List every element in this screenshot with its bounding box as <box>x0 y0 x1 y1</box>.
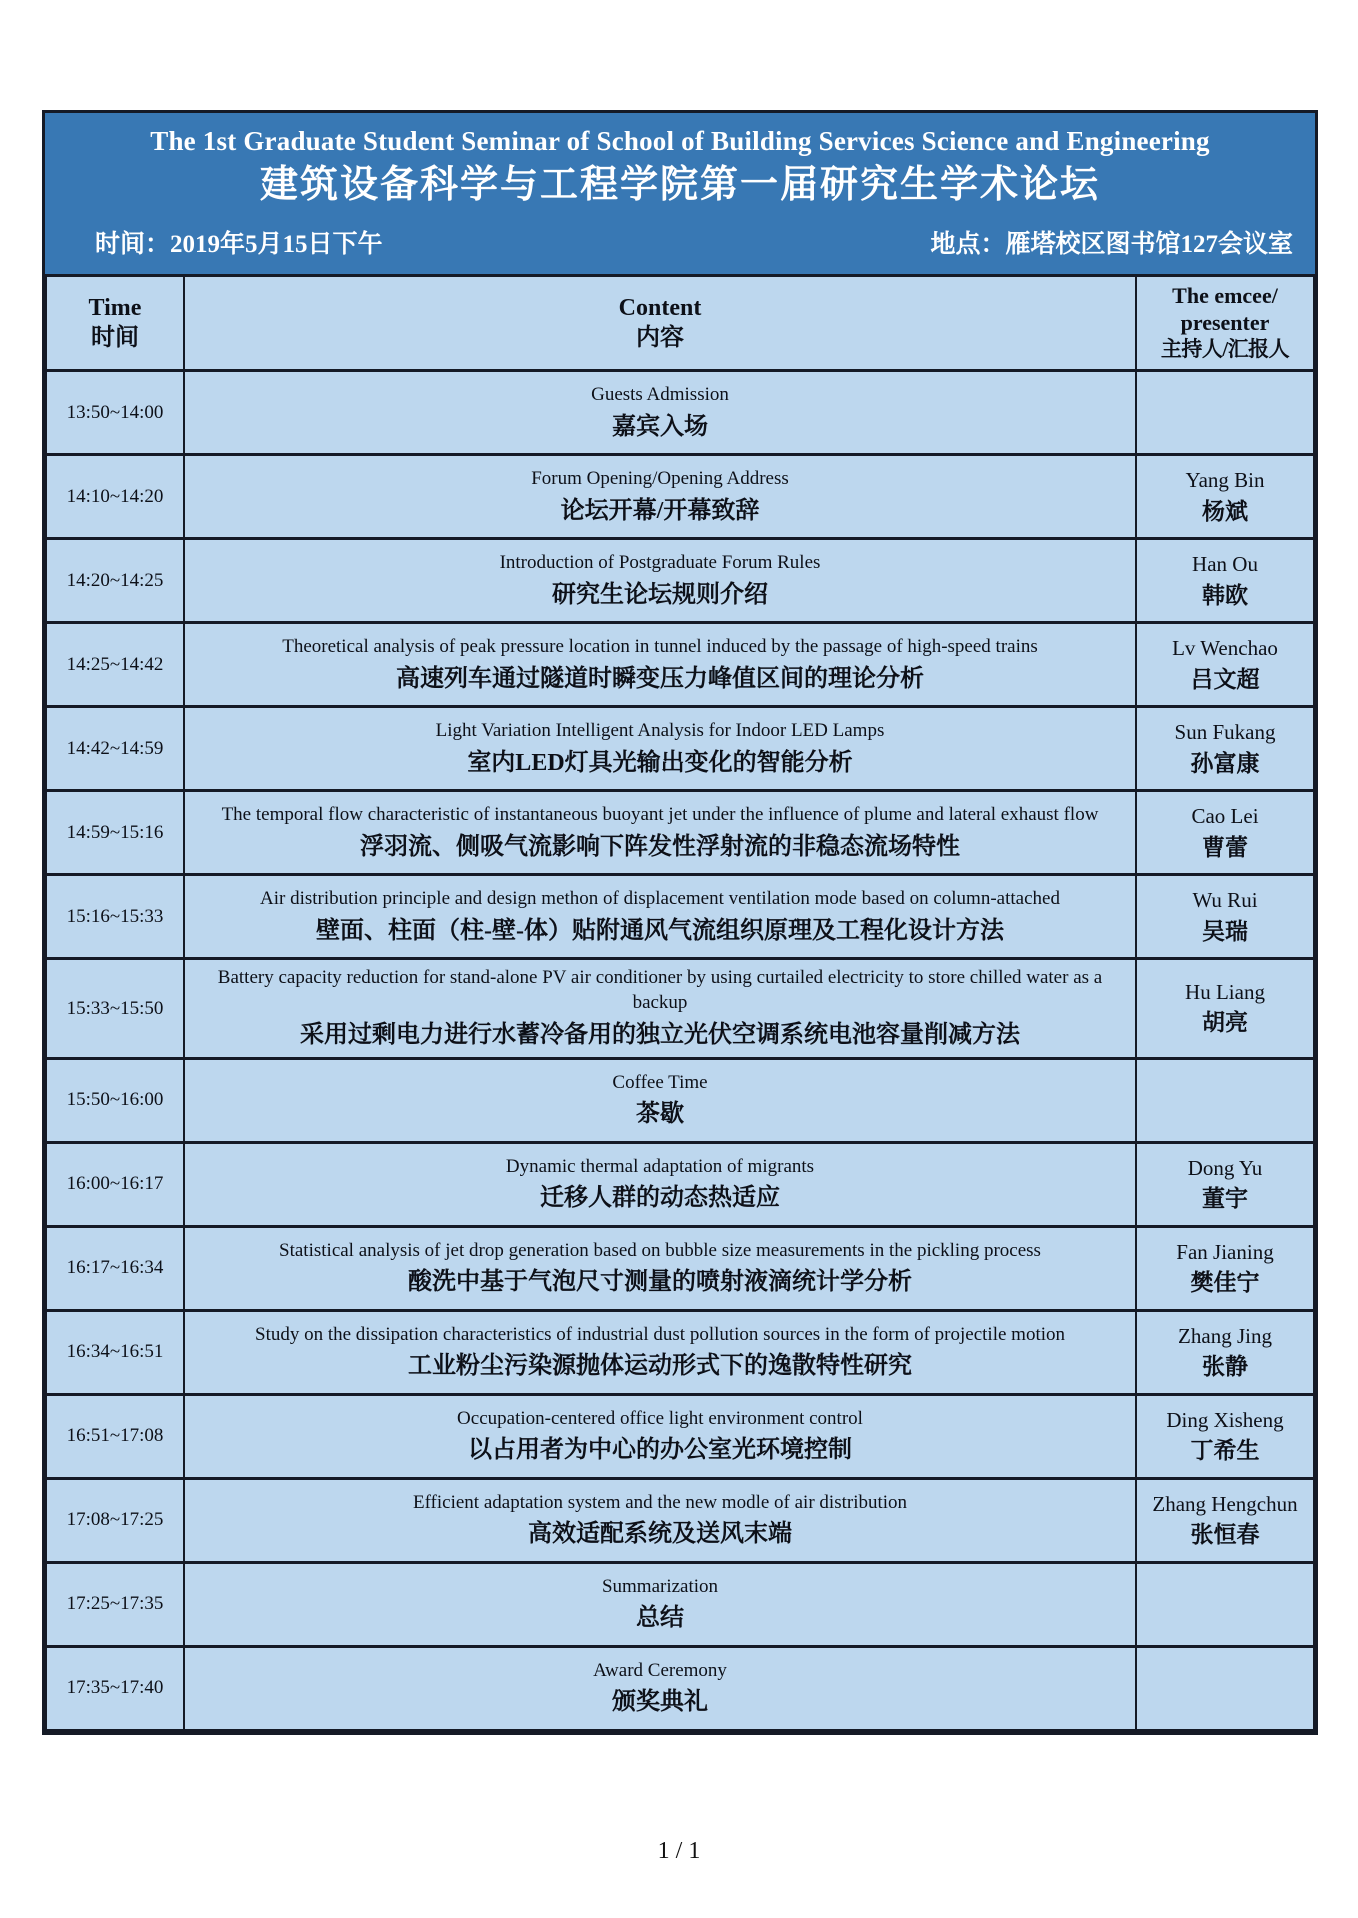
content-chinese: 迁移人群的动态热适应 <box>540 1185 780 1212</box>
content-cell <box>184 1646 1136 1730</box>
time-range: 16:51~17:08 <box>66 1425 164 1447</box>
content-english: Guests Admission <box>591 383 729 405</box>
table-row <box>46 791 1314 875</box>
content-header-english: Content <box>618 294 702 321</box>
presenter-english: Hu Liang <box>1185 980 1265 1005</box>
schedule-table <box>45 274 1315 1732</box>
presenter-header-line3: 主持人/汇报人 <box>1160 337 1290 362</box>
content-english: Battery capacity reduction for stand-alone PV air conditioner by using curtailed electricity to store chilled water as a backup <box>217 967 1103 1014</box>
content-cell <box>184 791 1136 875</box>
presenter-english: Ding Xisheng <box>1166 1407 1284 1432</box>
presenter-header-line2: presenter <box>1180 309 1270 335</box>
content-cell <box>184 1394 1136 1478</box>
time-cell <box>46 1058 184 1142</box>
time-cell <box>46 1310 184 1394</box>
time-range: 14:25~14:42 <box>66 653 164 675</box>
presenter-cell <box>1136 875 1314 959</box>
presenter-chinese: 孙富康 <box>1190 750 1260 776</box>
presenter-cell <box>1136 539 1314 623</box>
time-cell <box>46 1394 184 1478</box>
presenter-cell <box>1136 1142 1314 1226</box>
table-row <box>46 371 1314 455</box>
time-range: 16:34~16:51 <box>66 1341 164 1363</box>
table-row <box>46 1142 1314 1226</box>
content-header-chinese: 内容 <box>636 324 684 351</box>
content-cell <box>184 1058 1136 1142</box>
time-range: 14:42~14:59 <box>66 737 164 759</box>
table-header-row <box>46 276 1314 371</box>
content-english: Introduction of Postgraduate Forum Rules <box>499 551 821 573</box>
presenter-chinese: 张静 <box>1202 1354 1248 1380</box>
table-row <box>46 875 1314 959</box>
presenter-chinese: 张恒春 <box>1190 1522 1260 1548</box>
presenter-header-line1: The emcee/ <box>1172 283 1278 309</box>
presenter-english: Han Ou <box>1192 552 1258 577</box>
content-chinese: 研究生论坛规则介绍 <box>552 581 768 608</box>
time-cell <box>46 1562 184 1646</box>
column-header-content <box>184 276 1136 371</box>
time-range: 13:50~14:00 <box>66 401 164 423</box>
seminar-program-document <box>42 110 1318 1735</box>
presenter-chinese: 吕文超 <box>1190 666 1260 692</box>
time-range: 17:08~17:25 <box>66 1509 164 1531</box>
content-cell <box>184 959 1136 1059</box>
content-english: The temporal flow characteristic of instantaneous buoyant jet under the influence of plume and lateral exhaust flow <box>221 803 1099 825</box>
content-english: Statistical analysis of jet drop generation based on bubble size measurements in the pickling process <box>279 1239 1041 1261</box>
content-chinese: 嘉宾入场 <box>612 413 708 440</box>
presenter-cell <box>1136 1562 1314 1646</box>
content-chinese: 颁奖典礼 <box>612 1689 708 1716</box>
table-row <box>46 1226 1314 1310</box>
presenter-cell <box>1136 959 1314 1059</box>
presenter-english: Cao Lei <box>1191 804 1259 829</box>
time-range: 17:35~17:40 <box>66 1677 164 1699</box>
content-chinese: 室内LED灯具光输出变化的智能分析 <box>467 749 853 776</box>
content-cell <box>184 1310 1136 1394</box>
presenter-chinese: 胡亮 <box>1202 1010 1248 1036</box>
content-cell <box>184 875 1136 959</box>
time-range: 15:16~15:33 <box>66 905 164 927</box>
table-row <box>46 1562 1314 1646</box>
table-row <box>46 707 1314 791</box>
content-english: Efficient adaptation system and the new modle of air distribution <box>412 1491 908 1513</box>
time-cell <box>46 707 184 791</box>
time-cell <box>46 791 184 875</box>
presenter-cell <box>1136 623 1314 707</box>
presenter-chinese: 曹蕾 <box>1202 834 1248 860</box>
content-english: Air distribution principle and design methon of displacement ventilation mode based on column-attached <box>260 887 1060 909</box>
content-english: Award Ceremony <box>593 1659 727 1681</box>
table-row <box>46 1646 1314 1730</box>
presenter-english: Zhang Jing <box>1178 1323 1272 1348</box>
time-range: 15:50~16:00 <box>66 1089 164 1111</box>
content-chinese: 总结 <box>636 1605 684 1632</box>
content-cell <box>184 371 1136 455</box>
presenter-chinese: 丁希生 <box>1190 1438 1260 1464</box>
content-english: Dynamic thermal adaptation of migrants <box>505 1155 815 1177</box>
time-range: 16:17~16:34 <box>66 1257 164 1279</box>
presenter-english: Zhang Hengchun <box>1152 1491 1298 1516</box>
time-cell <box>46 371 184 455</box>
seminar-location: 地点：雁塔校区图书馆127会议室 <box>930 231 1293 259</box>
content-english: Occupation-centered office light environment control <box>457 1407 863 1429</box>
content-chinese: 论坛开幕/开幕致辞 <box>560 497 760 524</box>
content-chinese: 酸洗中基于气泡尺寸测量的喷射液滴统计学分析 <box>408 1269 912 1296</box>
time-cell <box>46 455 184 539</box>
content-chinese: 工业粉尘污染源抛体运动形式下的逸散特性研究 <box>408 1353 912 1380</box>
presenter-english: Fan Jianing <box>1176 1239 1274 1264</box>
presenter-cell <box>1136 1310 1314 1394</box>
content-chinese: 采用过剩电力进行水蓄冷备用的独立光伏空调系统电池容量削减方法 <box>300 1021 1020 1048</box>
presenter-cell <box>1136 1226 1314 1310</box>
content-cell <box>184 707 1136 791</box>
presenter-english: Wu Rui <box>1192 888 1258 913</box>
presenter-chinese: 韩欧 <box>1202 582 1248 608</box>
time-cell <box>46 959 184 1059</box>
presenter-cell <box>1136 707 1314 791</box>
presenter-english: Lv Wenchao <box>1172 636 1278 661</box>
time-range: 14:20~14:25 <box>66 569 164 591</box>
time-header-english: Time <box>88 294 142 321</box>
presenter-english: Yang Bin <box>1185 468 1265 493</box>
time-cell <box>46 1646 184 1730</box>
presenter-chinese: 董宇 <box>1202 1186 1248 1212</box>
content-chinese: 高速列车通过隧道时瞬变压力峰值区间的理论分析 <box>396 665 924 692</box>
table-row <box>46 1478 1314 1562</box>
content-english: Summarization <box>601 1575 719 1597</box>
table-row <box>46 539 1314 623</box>
seminar-title-english: The 1st Graduate Student Seminar of School of Building Services Science and Engineering <box>150 126 1210 156</box>
content-english: Forum Opening/Opening Address <box>531 467 789 489</box>
seminar-title-chinese: 建筑设备科学与工程学院第一届研究生学术论坛 <box>259 163 1100 206</box>
presenter-chinese: 杨斌 <box>1202 498 1248 524</box>
seminar-banner <box>45 113 1315 274</box>
time-cell <box>46 623 184 707</box>
time-range: 14:59~15:16 <box>66 821 164 843</box>
time-cell <box>46 1226 184 1310</box>
table-row <box>46 1394 1314 1478</box>
presenter-cell <box>1136 455 1314 539</box>
time-range: 17:25~17:35 <box>66 1593 164 1615</box>
presenter-chinese: 樊佳宁 <box>1190 1270 1260 1296</box>
time-cell <box>46 539 184 623</box>
content-cell <box>184 1478 1136 1562</box>
table-row <box>46 623 1314 707</box>
time-range: 15:33~15:50 <box>66 997 164 1019</box>
presenter-cell <box>1136 791 1314 875</box>
content-cell <box>184 623 1136 707</box>
table-row <box>46 1058 1314 1142</box>
content-cell <box>184 455 1136 539</box>
presenter-cell <box>1136 371 1314 455</box>
content-chinese: 浮羽流、侧吸气流影响下阵发性浮射流的非稳态流场特性 <box>360 833 960 860</box>
presenter-cell <box>1136 1646 1314 1730</box>
content-english: Coffee Time <box>612 1071 708 1093</box>
table-row <box>46 959 1314 1059</box>
time-cell <box>46 1478 184 1562</box>
column-header-presenter <box>1136 276 1314 371</box>
content-chinese: 茶歇 <box>636 1101 684 1128</box>
presenter-english: Dong Yu <box>1187 1155 1263 1180</box>
presenter-cell <box>1136 1058 1314 1142</box>
content-english: Light Variation Intelligent Analysis for Indoor LED Lamps <box>435 719 885 741</box>
presenter-chinese: 吴瑞 <box>1202 918 1248 944</box>
content-cell <box>184 1562 1136 1646</box>
time-range: 16:00~16:17 <box>66 1173 164 1195</box>
content-english: Study on the dissipation characteristics of industrial dust pollution sources in the form of projectile motion <box>255 1323 1065 1345</box>
content-chinese: 壁面、柱面（柱-壁-体）贴附通风气流组织原理及工程化设计方法 <box>316 917 1004 944</box>
seminar-meta-row <box>45 208 1315 264</box>
presenter-cell <box>1136 1394 1314 1478</box>
time-cell <box>46 1142 184 1226</box>
time-range: 14:10~14:20 <box>66 485 164 507</box>
time-cell <box>46 875 184 959</box>
column-header-time <box>46 276 184 371</box>
seminar-time: 时间：2019年5月15日下午 <box>95 231 383 259</box>
presenter-cell <box>1136 1478 1314 1562</box>
content-cell <box>184 1142 1136 1226</box>
page-number: 1 / 1 <box>657 1838 701 1864</box>
content-english: Theoretical analysis of peak pressure location in tunnel induced by the passage of high-speed trains <box>282 635 1038 657</box>
presenter-english: Sun Fukang <box>1174 720 1276 745</box>
table-row <box>46 455 1314 539</box>
content-chinese: 高效适配系统及送风末端 <box>528 1521 792 1548</box>
content-cell <box>184 539 1136 623</box>
table-row <box>46 1310 1314 1394</box>
content-chinese: 以占用者为中心的办公室光环境控制 <box>468 1437 852 1464</box>
time-header-chinese: 时间 <box>91 324 139 351</box>
content-cell <box>184 1226 1136 1310</box>
